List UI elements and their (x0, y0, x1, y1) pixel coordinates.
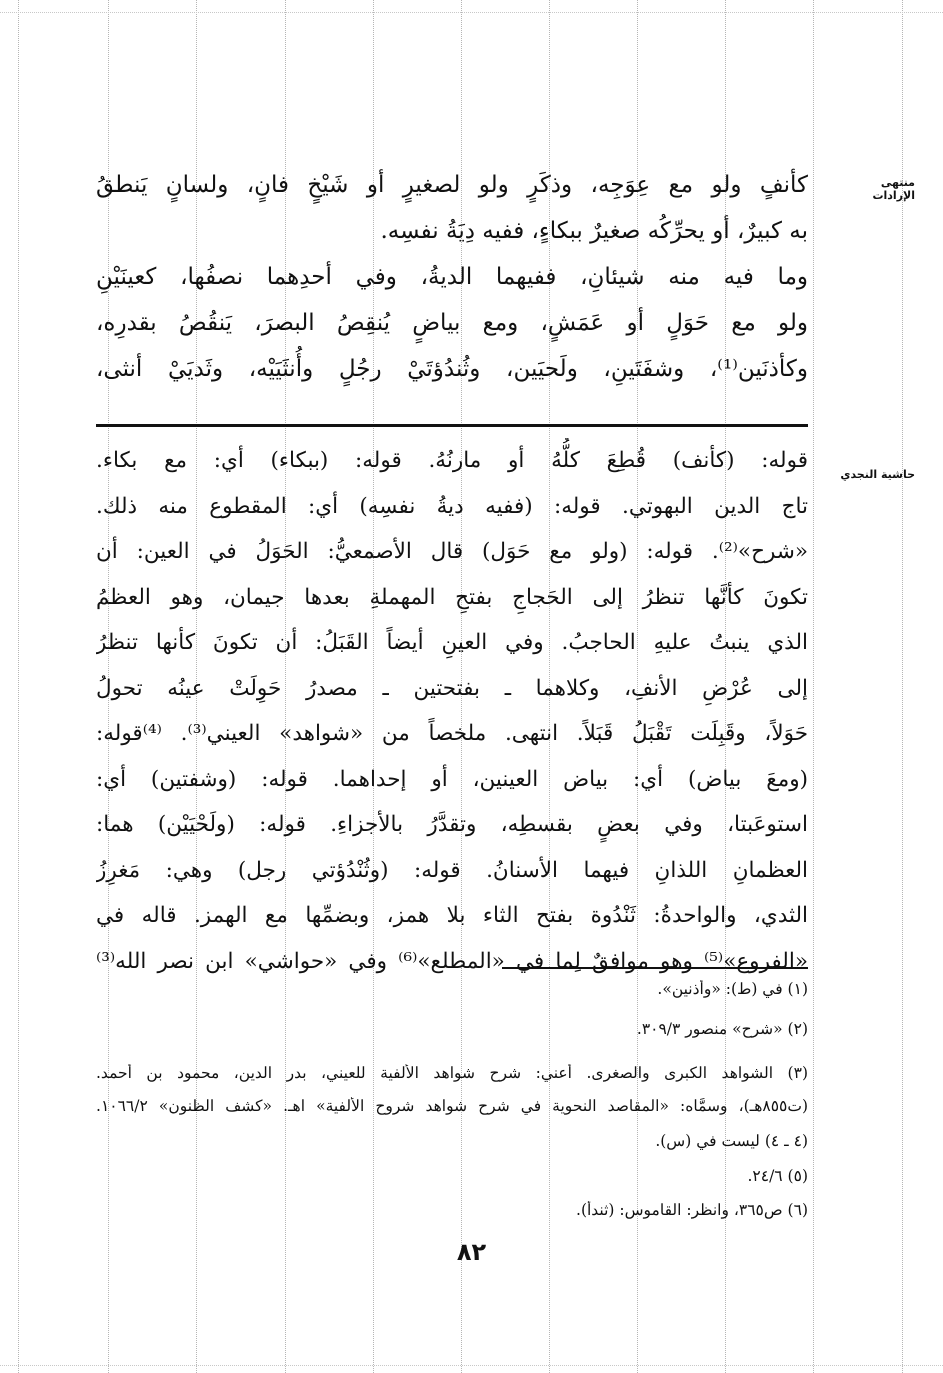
footnote: (٦) ص٣٦٥، وانظر: القاموس: (ثندأ). (576, 1201, 808, 1219)
footnote: (ت٨٥٥هـ)، وسمَّاه: «المقاصد النحوية في شرح شواهد شروح الألفية» اهـ. «كشف الظنون» ١٠٦٦/٢. (96, 1097, 808, 1115)
main-text-margin-label: منتهى الإرادات (872, 176, 915, 202)
footnote: (٣) الشواهد الكبرى والصغرى. أعني: شرح شواهد الألفية للعيني، بدر الدين، محمود بن أحمد. (96, 1064, 808, 1082)
footnote: (٢) «شرح» منصور ٣٠٩/٣. (636, 1020, 808, 1038)
commentary-line: الثدي، والواحدةُ: ثَنْدُوة بفتح الثاء بلا همز، وبضمِّها مع الهمز. قاله في (96, 903, 808, 928)
commentary-line: استوعَبتا، وفي بعضٍ بقسطِه، وتقدَّرُ بالأجزاءِ. قوله: (ولَحْيَيْن) هما: (96, 812, 808, 837)
footnote-divider (502, 967, 808, 969)
commentary-line: «شرح»⁽²⁾. قوله: (ولو مع حَوَل) قال الأصمعيُّ: الحَوَلُ في العين: أن (96, 539, 808, 564)
footnote: (٥) ٢٤/٦. (747, 1167, 808, 1185)
grid-line (0, 12, 943, 13)
commentary-line: (ومعَ بياض) أي: بياض العينين، أو إحداهما. قوله: (وشفتين) أي: (96, 766, 808, 792)
section-divider (96, 424, 808, 427)
grid-line (0, 1365, 943, 1366)
main-line: وما فيه منه شيئانِ، ففيهما الديةُ، وفي أحدِهما نصفُها، كعينَيْنِ (96, 264, 808, 290)
main-line: ولو مع حَوَلٍ أو عَمَشٍ، ومع بياضٍ يُنقِصُ البصرَ، يَنقُصُ بقدرِه، (96, 310, 808, 336)
commentary-text (96, 438, 808, 984)
commentary-line: «الفروع»⁽⁵⁾ وهو موافقٌ لِما في «المطلع»⁽⁶⁾ وفي «حواشي» ابن نصر الله⁽³⁾ (96, 948, 808, 974)
grid-line (18, 0, 19, 1373)
main-text (96, 162, 808, 392)
commentary-line: الذي ينبتُ عليهِ الحاجبُ. وفي العينِ أيضاً القَبَلُ: أن تكونَ كأنها تنظرُ (96, 630, 808, 655)
commentary-line: تكونَ كأنَّها تنظرُ إلى الحَجاجِ بفتحِ المهملةِ بعدها جيمان، وهو العظمُ (96, 584, 808, 610)
commentary-line: إلى عُرْضِ الأنفِ، وكلاهما ـ بفتحتين ـ مصدرُ حَوِلَتْ عينُه تحولُ (96, 675, 808, 701)
footnote: (٤ ـ ٤) ليست في (س). (655, 1132, 808, 1150)
main-line: وكأذنَين⁽¹⁾، وشفَتَينِ، ولَحيَين، وثُندُؤتَيْ رجُلٍ وأُنثَيَيْه، وثَديَيْ أنثى، (96, 356, 808, 382)
page-number: ٨٢ (456, 1238, 487, 1266)
commentary-line: العظمانِ اللذانِ فيهما الأسنانُ. قوله: (وثُنْدُؤتي رجل) وهي: مَغرِزُ (96, 857, 808, 883)
commentary-line: حَوَلاً، وقَبِلَت تَقْبَلُ قَبَلاً. انتهى. ملخصاً من «شواهد» العيني⁽³⁾. ⁽⁴⁾قوله: (96, 721, 808, 746)
commentary-line: تاج الدين البهوتي. قوله: (ففيه ديةُ نفسِه) أي: المقطوع منه ذلك. (96, 493, 808, 519)
grid-line (902, 0, 903, 1373)
footnote: (١) في (ط): «وأذنين». (657, 980, 808, 998)
grid-line (813, 0, 814, 1373)
commentary-line: قوله: (كأنف) قُطِعَ كلُّهُ أو مارنُهُ. قوله: (ببكاء) أي: مع بكاء. (96, 448, 808, 473)
main-line: به كبيرٌ، أو يحرِّكُه صغيرٌ ببكاءٍ، ففيه دِيَةُ نفسِه. (380, 218, 808, 244)
main-line: كأنفٍ ولو مع عِوَجِه، وذكَرٍ ولو لصغيرٍ أو شَيْخٍ فانٍ، ولسانٍ يَنطقُ (96, 172, 808, 198)
commentary-margin-label: حاشية النجدي (840, 468, 915, 481)
